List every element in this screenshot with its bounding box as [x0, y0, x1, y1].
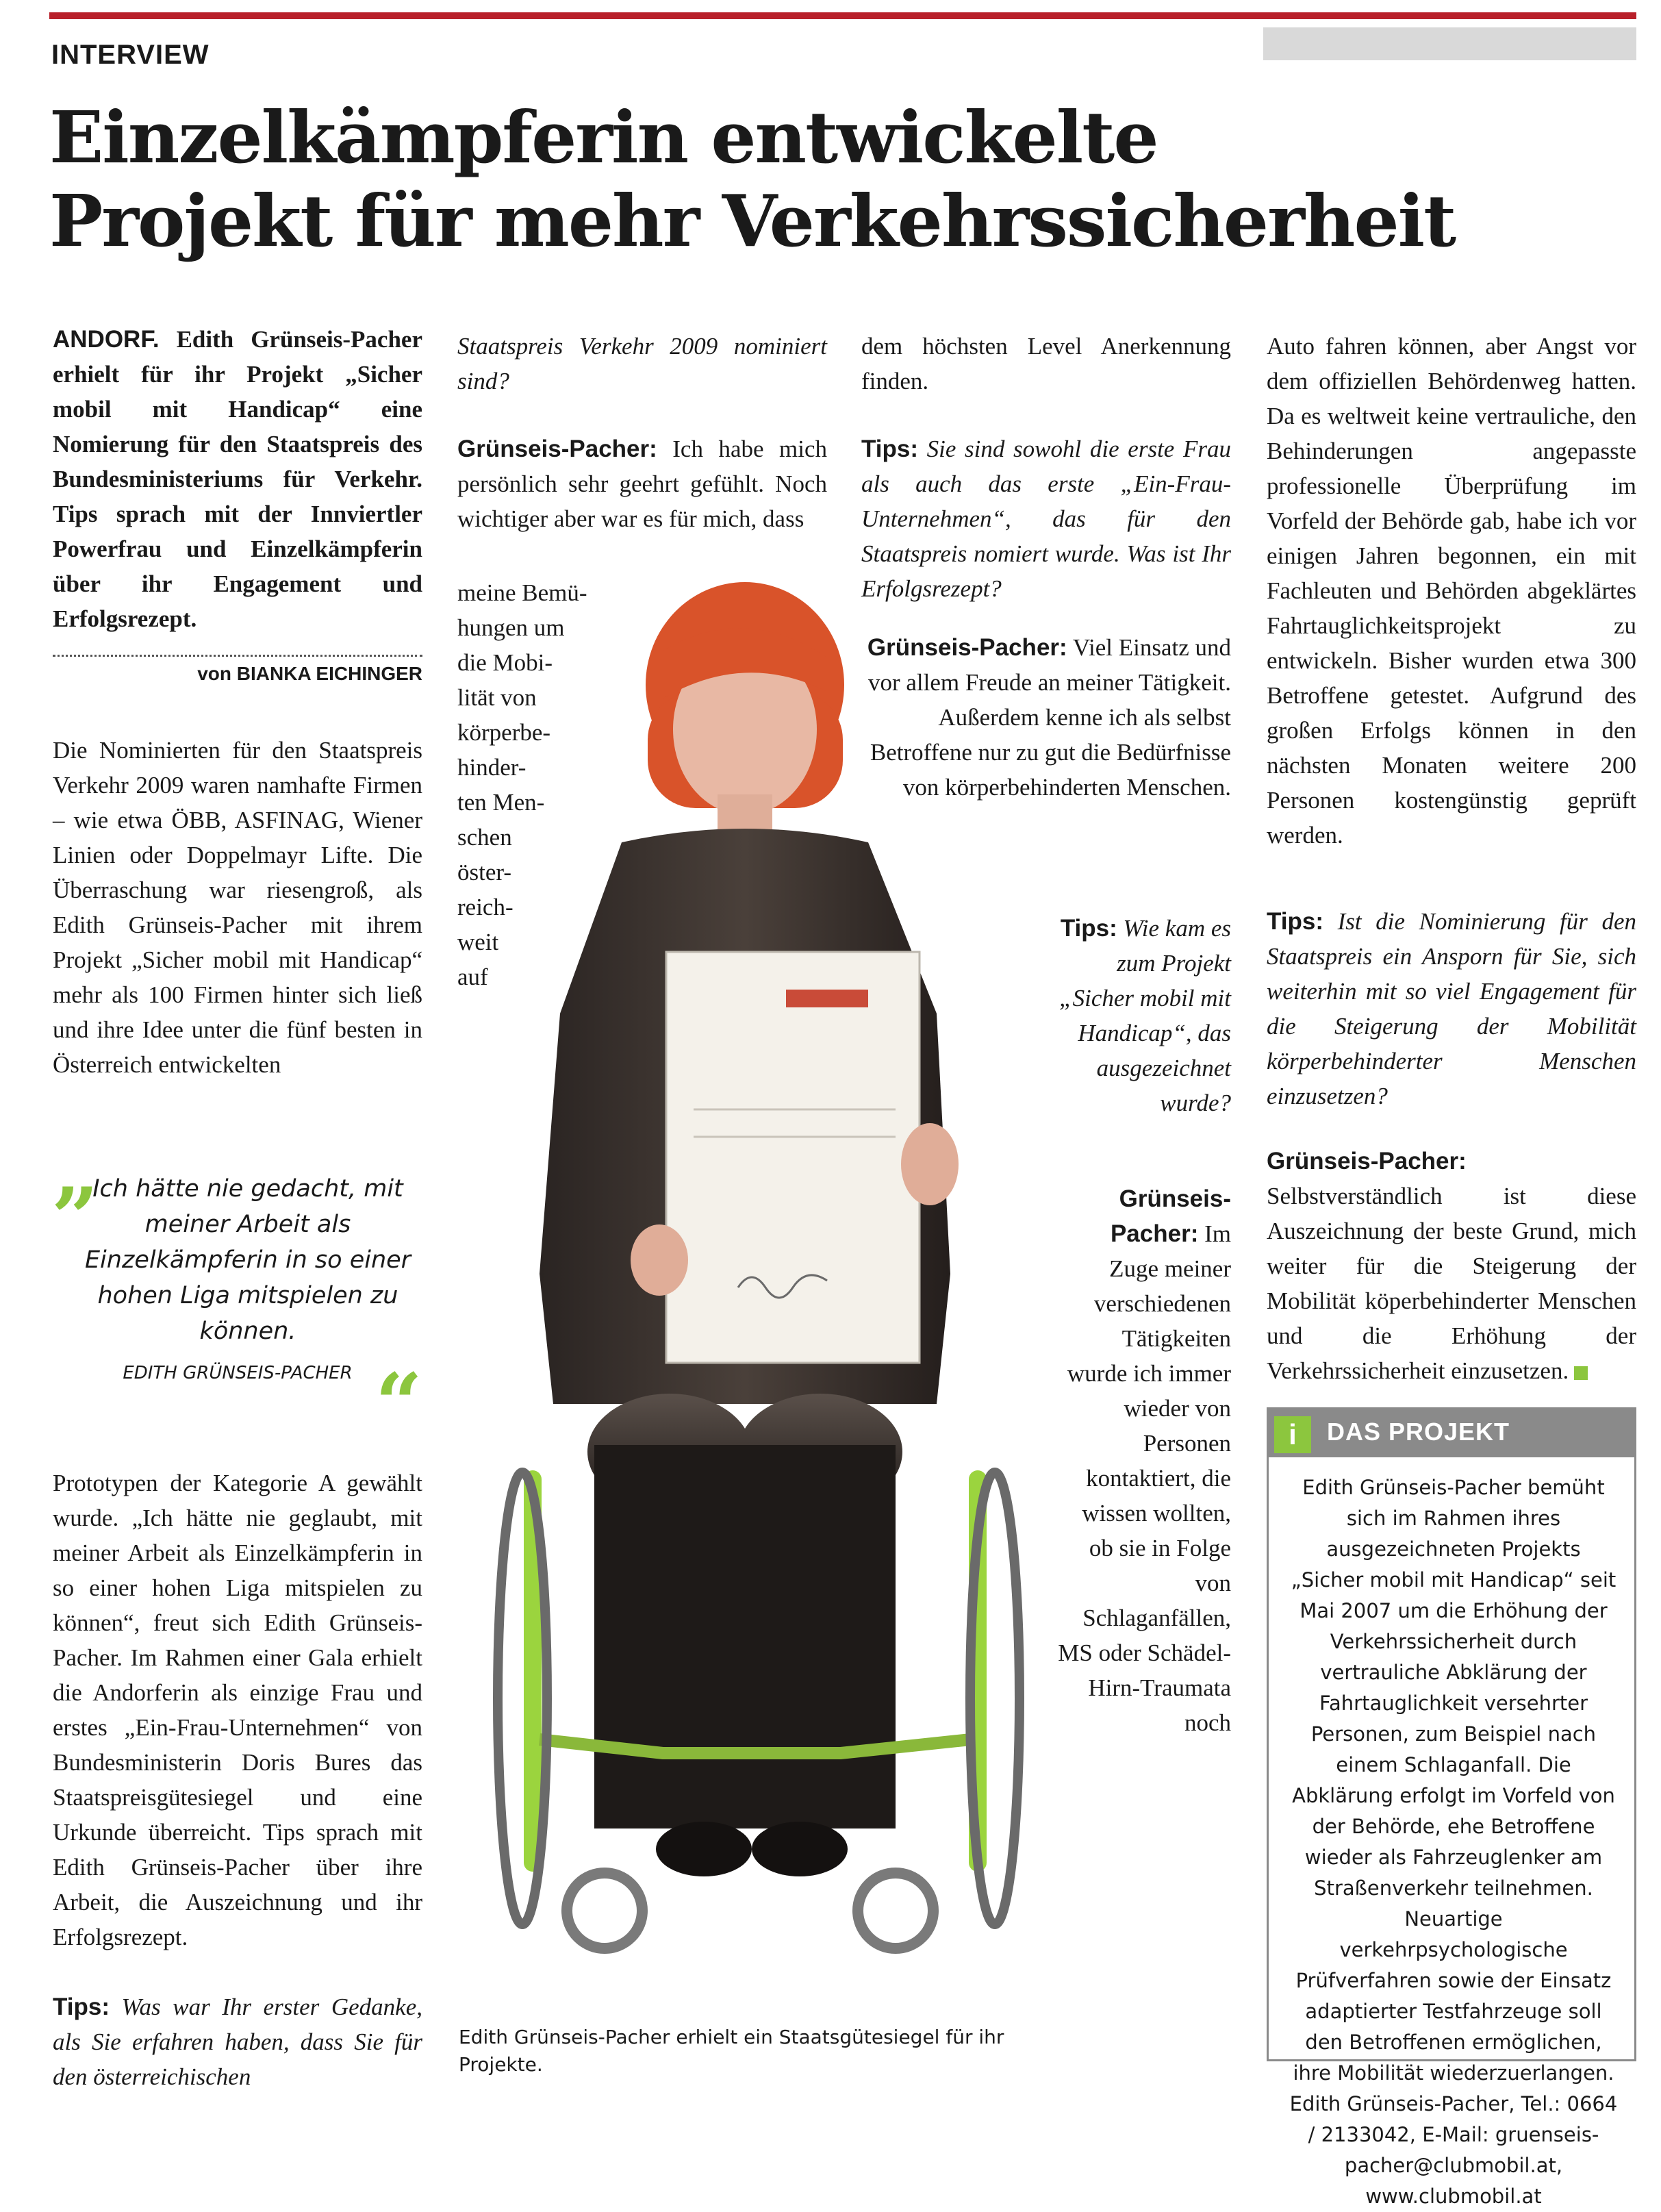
narrow-line: die Mobi-	[457, 649, 553, 676]
info-box-body	[1289, 1472, 1618, 2212]
question-label: Tips:	[53, 1994, 110, 2020]
end-square-icon	[1574, 1366, 1588, 1380]
question-4	[1267, 904, 1636, 1114]
section-kicker: INTERVIEW	[51, 40, 210, 70]
lead-paragraph	[53, 322, 422, 636]
answer-label: Grünseis-Pacher:	[457, 436, 657, 462]
open-quote-icon: „	[53, 1122, 101, 1219]
narrow-line: lität von	[457, 684, 537, 711]
close-quote-icon: “	[375, 1355, 422, 1452]
answer-3-continued: Auto fahren können, aber Angst vor dem offiziellen Behördenweg hatten. Da es weltweit keine vertrauliche, den Behinderungen angepasste professionelle Überprüfung im Vorfeld der Behörde gab, habe ich vor einigen Jahren begonnen, ein mit Fachleuten und Behörden abgeklärtes Fahrtauglichkeitsprojekt zu entwickeln. Bisher wurden etwa 300 Betroffene getestet. Aufgrund des großen Erfolgs können in den nächsten Monaten weitere 200 Personen kostengünstig geprüft werden.	[1267, 333, 1636, 849]
question-text: Wie kam es zum Projekt „Sicher mobil mit Handicap“, das ausgezeichnet wurde?	[1059, 915, 1231, 1116]
answer-3	[1058, 1181, 1231, 1740]
question-2	[861, 431, 1231, 606]
photo-caption: Edith Grünseis-Pacher erhielt ein Staatsgütesiegel für ihr Projekte.	[459, 2026, 1004, 2076]
lead-text: Edith Grünseis-Pacher erhielt für ihr Projekt „Sicher mobil mit Handicap“ eine Nomierung für den Staatspreis des Bundesministeriums für Verkehr. Tips sprach mit der Innviertler Powerfrau und Einzelkämpferin über ihr Engagement und Erfolgsrezept.	[53, 326, 423, 632]
answer-label: Grünseis-Pacher:	[867, 634, 1067, 661]
question-label: Tips:	[1267, 908, 1323, 935]
headline-line-2: Projekt für mehr Verkehrssicherheit	[49, 179, 1456, 263]
question-label: Tips:	[861, 436, 918, 462]
answer-label: Grünseis-Pacher:	[1267, 1148, 1467, 1174]
question-label: Tips:	[1060, 915, 1117, 942]
pull-quote	[53, 1122, 422, 1452]
question-1	[53, 1989, 422, 2094]
answer-2	[861, 630, 1231, 805]
question-text: Was war Ihr erster Gedanke, als Sie erfahren haben, dass Sie für den österreichischen	[53, 1994, 423, 2090]
narrow-line: schen	[457, 824, 512, 851]
narrow-line: hinder-	[457, 754, 527, 781]
body-paragraph-2: Prototypen der Kategorie A gewählt wurde. „Ich hätte nie geglaubt, mit meiner Arbeit als Einzelkämpferin in so einer hohen Liga mitspielen zu können“, freut sich Edith Grünseis-Pacher. Im Rahmen einer Gala erhielt die Andorferin als einzige Frau und erstes „Ein-Frau-Unternehmen“ von Bundesministerin Doris Bures das Staatspreisgütesiegel und eine Urkunde überreicht. Tips sprach mit Edith Grünseis-Pacher über ihre Arbeit, die Auszeichnung und ihr Erfolgsrezept.	[53, 1470, 422, 1950]
answer-text: Ich habe mich persönlich sehr geehrt gefühlt. Noch wichtiger aber war es für mich, dass	[457, 436, 828, 532]
byline-rule	[53, 655, 422, 657]
answer-1-continued: dem höchsten Level Anerkennung finden.	[861, 333, 1231, 394]
legs-shape	[594, 1445, 896, 1828]
narrow-line: ten Men-	[457, 789, 545, 816]
question-1-continued: Staatspreis Verkehr 2009 nominiert sind?	[457, 333, 827, 394]
pull-quote-text: Ich hätte nie gedacht, mit meiner Arbeit als Einzelkämpferin in so einer hohen Liga mitspielen zu können.	[84, 1175, 411, 1345]
answer-label: Grünseis-Pacher:	[1110, 1185, 1231, 1247]
info-box	[1267, 1407, 1636, 2208]
top-rule	[49, 12, 1636, 19]
answer-4	[1267, 1144, 1636, 1388]
pull-quote-author: EDITH GRÜNSEIS-PACHER	[123, 1363, 353, 1383]
info-box-text: Edith Grünseis-Pacher bemüht sich im Rahmen ihres ausgezeichneten Projekts „Sicher mobil mit Handicap“ seit Mai 2007 um die Erhöhung der Verkehrssicherheit durch vertrauliche Abklärung der Fahrtauglichkeit versehrter Personen, zum Beispiel nach einem Schlaganfall. Die Abklärung erfolgt im Vorfeld von der Behörde, ehe Betroffene wieder als Fahrzeuglenker am Straßenverkehr teilnehmen. Neuartige verkehrpsychologische Prüfverfahren sowie der Einsatz adaptierter Testfahrzeuge soll den Betroffenen ermöglichen, ihre Mobilität wiederzuerlangen.	[1291, 1476, 1616, 2085]
narrow-line: öster-	[457, 859, 511, 885]
headline-line-1: Einzelkämpferin entwickelte	[49, 95, 1158, 179]
answer-text: Selbstverständlich ist diese Auszeichnung der beste Grund, mich weiter für die Steigerung der Mobilität köperbehinderter Menschen und die Erhöhung der Verkehrssicherheit einzusetzen.	[1267, 1183, 1636, 1384]
answer-text: Im Zuge meiner verschiedenen Tätigkeiten wurde ich immer wieder von Personen kontaktiert, die wissen wollten, ob sie in Folge von Schlaganfällen, MS oder Schädel-Hirn-Traumata noch	[1058, 1220, 1231, 1736]
certificate	[666, 952, 920, 1363]
narrow-line: körperbe-	[457, 719, 551, 746]
byline: von BIANKA EICHINGER	[197, 663, 422, 684]
narrow-line: auf	[457, 964, 488, 990]
question-3	[1058, 911, 1231, 1120]
narrow-line: weit	[457, 929, 499, 955]
body-paragraph-1: Die Nominierten für den Staatspreis Verkehr 2009 waren namhafte Firmen – wie etwa ÖBB, ASFINAG, Wiener Linien oder Doppelmayr Lifte. Die Überraschung war riesengroß, als Edith Grünseis-Pacher mit ihrem Projekt „Sicher mobil mit Handicap“ mehr als 100 Firmen hinter sich ließ und ihre Idee unter die fünf besten in Österreich entwickelten	[53, 737, 422, 1078]
info-box-title: DAS PROJEKT	[1327, 1418, 1510, 1446]
info-icon: i	[1274, 1416, 1311, 1453]
narrow-line: reich-	[457, 894, 513, 920]
question-text: Sie sind sowohl die erste Frau als auch das erste „Ein-Frau-Unternehmen“, das für den Staatspreis nomiert wurde. Was ist Ihr Erfolgsrezept?	[861, 436, 1231, 602]
headline	[49, 96, 1597, 263]
answer-text: Viel Einsatz und vor allem Freude an meiner Tätigkeit. Außerdem kenne ich als selbst Betroffene nur zu gut die Bedürfnisse von körperbehinderten Menschen.	[867, 634, 1231, 801]
dateline: ANDORF.	[53, 326, 160, 353]
narrow-line: meine Bemü-	[457, 579, 587, 606]
narrow-line: hungen um	[457, 614, 565, 641]
question-text: Ist die Nominierung für den Staatspreis ein Ansporn für Sie, sich weiterhin mit so viel Engagement für die Steigerung der Mobilität körperbehinderter Menschen einzusetzen?	[1267, 908, 1636, 1109]
bleedthrough-box	[1263, 27, 1636, 60]
info-box-contact: Edith Grünseis-Pacher, Tel.: 0664 / 2133042, E-Mail: gruenseis-pacher@clubmobil.at, www.clubmobil.at	[1289, 2092, 1618, 2208]
info-box-header	[1269, 1409, 1634, 1457]
answer-1	[457, 431, 827, 536]
